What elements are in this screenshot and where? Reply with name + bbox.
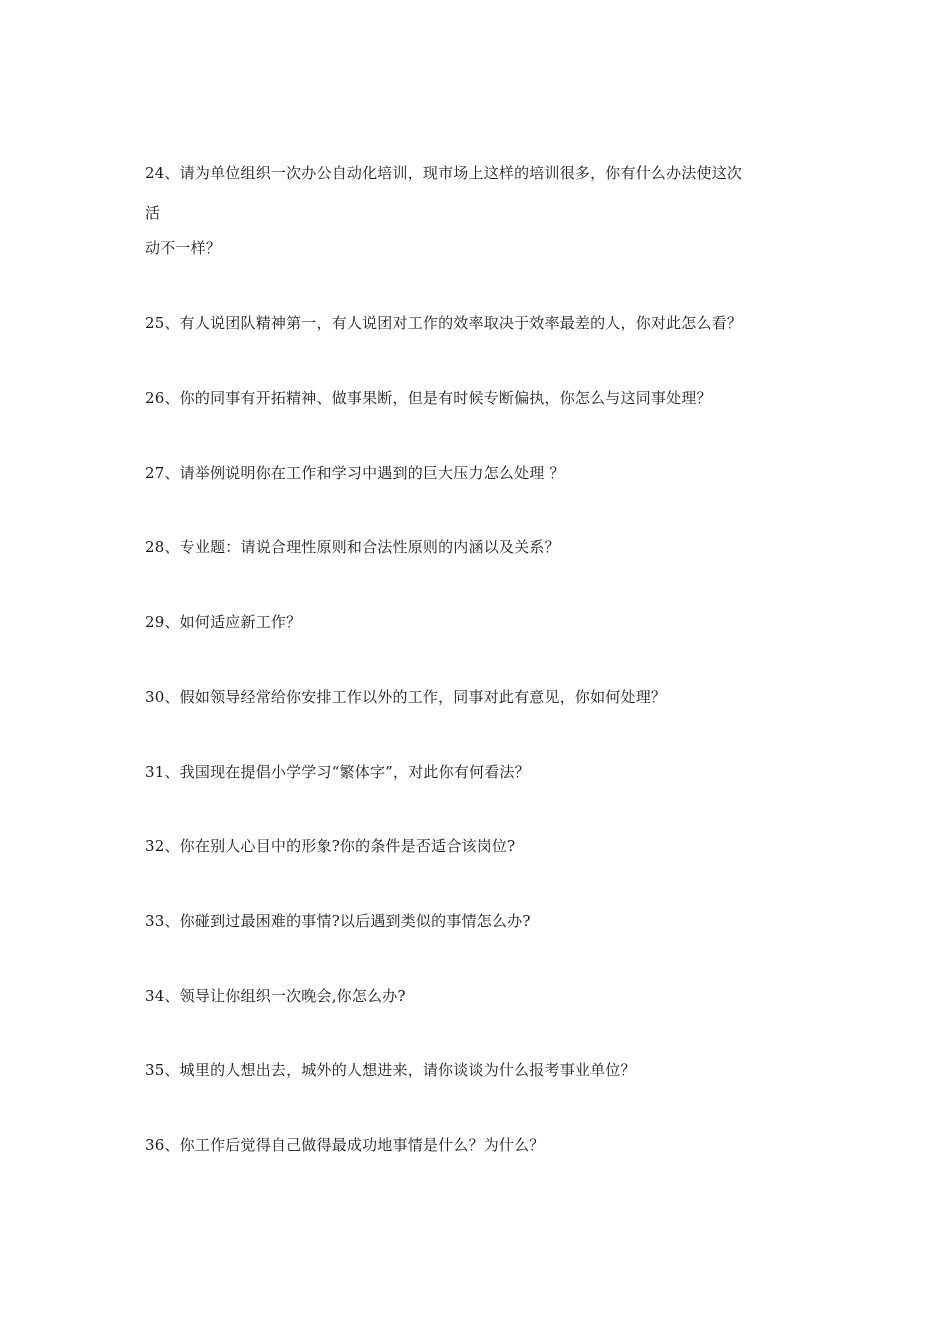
question-33: 33、你碰到过最困难的事情?以后遇到类似的事情怎么办? xyxy=(145,912,531,930)
question-24-line-2: 活 xyxy=(145,204,161,222)
question-34: 34、领导让你组织一次晚会,你怎么办? xyxy=(145,987,406,1005)
question-35: 35、城里的人想出去，城外的人想进来，请你谈谈为什么报考事业单位？ xyxy=(145,1061,636,1079)
question-27: 27、请举例说明你在工作和学习中遇到的巨大压力怎么处理 ？ xyxy=(145,464,565,482)
question-26: 26、你的同事有开拓精神、做事果断，但是有时候专断偏执，你怎么与这同事处理？ xyxy=(145,389,712,407)
question-24-line-3: 动不一样？ xyxy=(145,239,222,257)
question-36: 36、你工作后觉得自己做得最成功地事情是什么？为什么？ xyxy=(145,1136,545,1154)
question-24-line-1: 24、请为单位组织一次办公自动化培训，现市场上这样的培训很多，你有什么办法使这次 xyxy=(145,164,743,182)
question-31: 31、我国现在提倡小学学习“繁体字”，对此你有何看法？ xyxy=(145,763,530,781)
question-28: 28、专业题：请说合理性原则和合法性原则的内涵以及关系？ xyxy=(145,538,560,556)
question-25: 25、有人说团队精神第一，有人说团对工作的效率取决于效率最差的人，你对此怎么看？ xyxy=(145,314,743,332)
question-29: 29、如何适应新工作？ xyxy=(145,613,302,631)
question-32: 32、你在别人心目中的形象?你的条件是否适合该岗位? xyxy=(145,837,516,855)
question-30: 30、假如领导经常给你安排工作以外的工作，同事对此有意见，你如何处理？ xyxy=(145,688,667,706)
